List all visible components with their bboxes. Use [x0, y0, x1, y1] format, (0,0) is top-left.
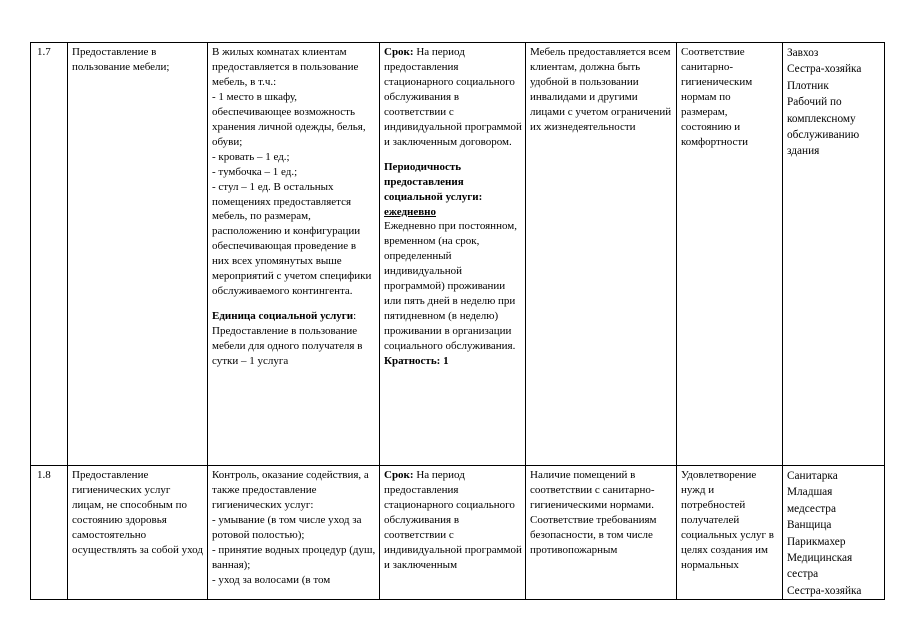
staff-item: Рабочий по комплексному обслуживанию здания: [787, 96, 860, 158]
unit-heading: [212, 309, 376, 324]
frequency: Кратность: 1: [384, 355, 449, 368]
periodicity-value: ежедневно: [384, 205, 437, 218]
term-text: На период предоставления стационарного социального обслуживания в соответствии с индивидуальной программой и заключенным договором.: [384, 46, 522, 148]
description-item: - принятие водных процедур (душ, ванная);: [212, 543, 376, 571]
service-name: Предоставление гигиенических услуг лицам, не способным по состоянию здоровья самостоятельно осуществлять за собой уход: [68, 466, 208, 600]
table-row: [31, 43, 885, 466]
description-item: - стул – 1 ед. В остальных помещениях предоставляется мебель, по размерам, расположению и конфигурации обеспечивающая проведение в них всех упомянутых выше мероприятий с учетом специфики обслуживаемого контингента.: [212, 180, 372, 298]
service-conditions: Мебель предоставляется всем клиентам, должна быть удобной в пользовании инвалидами и другими лицами с учетом ограничений их жизнедеятельности: [526, 43, 677, 466]
staff-item: Сестра-хозяйка: [787, 63, 862, 76]
periodicity-label: Периодичность предоставления социальной услуги:: [384, 160, 483, 203]
unit-title: Единица социальной услуги: [212, 310, 354, 323]
service-description: [208, 466, 380, 600]
staff-item: Завхоз: [787, 47, 819, 59]
description-item: - кровать – 1 ед.;: [212, 150, 290, 163]
term-label: Срок:: [384, 469, 414, 481]
service-staff: [783, 43, 885, 466]
service-staff: [783, 466, 885, 600]
service-term: [380, 466, 526, 600]
staff-item: Медицинская сестра: [787, 551, 853, 581]
staff-item: Плотник: [787, 79, 829, 92]
description-item: - умывание (в том числе уход за ротовой полостью);: [212, 513, 362, 541]
service-term: [380, 43, 526, 466]
term-label: Срок:: [384, 46, 414, 58]
staff-item: Младшая медсестра: [787, 486, 836, 515]
description-text: В жилых комнатах клиентам предоставляется в пользование мебель, в т.ч.:: [212, 46, 359, 88]
staff-item: Парикмахер: [787, 535, 846, 548]
description-item: - тумбочка – 1 ед.;: [212, 165, 298, 178]
term-paragraph: [384, 468, 522, 573]
service-number: 1.7: [31, 43, 68, 466]
service-number: 1.8: [31, 466, 68, 600]
service-conditions: Наличие помещений в соответствии с санитарно-гигиеническими нормами. Соответствие требованиям безопасности, в том числе противопожарным: [526, 466, 677, 600]
service-name: Предоставление в пользование мебели;: [68, 43, 208, 466]
unit-colon: :: [353, 310, 357, 323]
service-description: [208, 43, 380, 466]
periodicity-text: Ежедневно при постоянном, временном (на срок, определенный индивидуальной программой) проживании или пять дней в неделю при пятидневном (в неделю) проживании в организации социального обслуживания.: [384, 220, 517, 353]
service-quality: Соответствие санитарно-гигиеническим нормам по размерам, состоянию и комфортности: [677, 43, 783, 466]
staff-item: Сестра-хозяйка: [787, 584, 862, 597]
table-row: [31, 466, 885, 600]
term-paragraph: [384, 45, 522, 150]
description-text: Контроль, оказание содействия, а также предоставление гигиенических услуг:: [212, 469, 369, 511]
social-services-table: [30, 42, 885, 600]
service-quality: Удовлетворение нужд и потребностей получателей социальных услуг в целях создания им нормальных: [677, 466, 783, 600]
staff-item: Ванщица: [787, 519, 832, 532]
unit-text: Предоставление в пользование мебели для одного получателя в сутки – 1 услуга: [212, 325, 363, 368]
description-item: - уход за волосами (в том: [212, 573, 331, 586]
description-item: - 1 место в шкафу, обеспечивающее возможность хранения личной одежды, белья, обуви;: [212, 90, 366, 148]
staff-item: Санитарка: [787, 470, 838, 482]
term-text: На период предоставления стационарного социального обслуживания в соответствии с индивидуальной программой и заключенным: [384, 469, 522, 571]
